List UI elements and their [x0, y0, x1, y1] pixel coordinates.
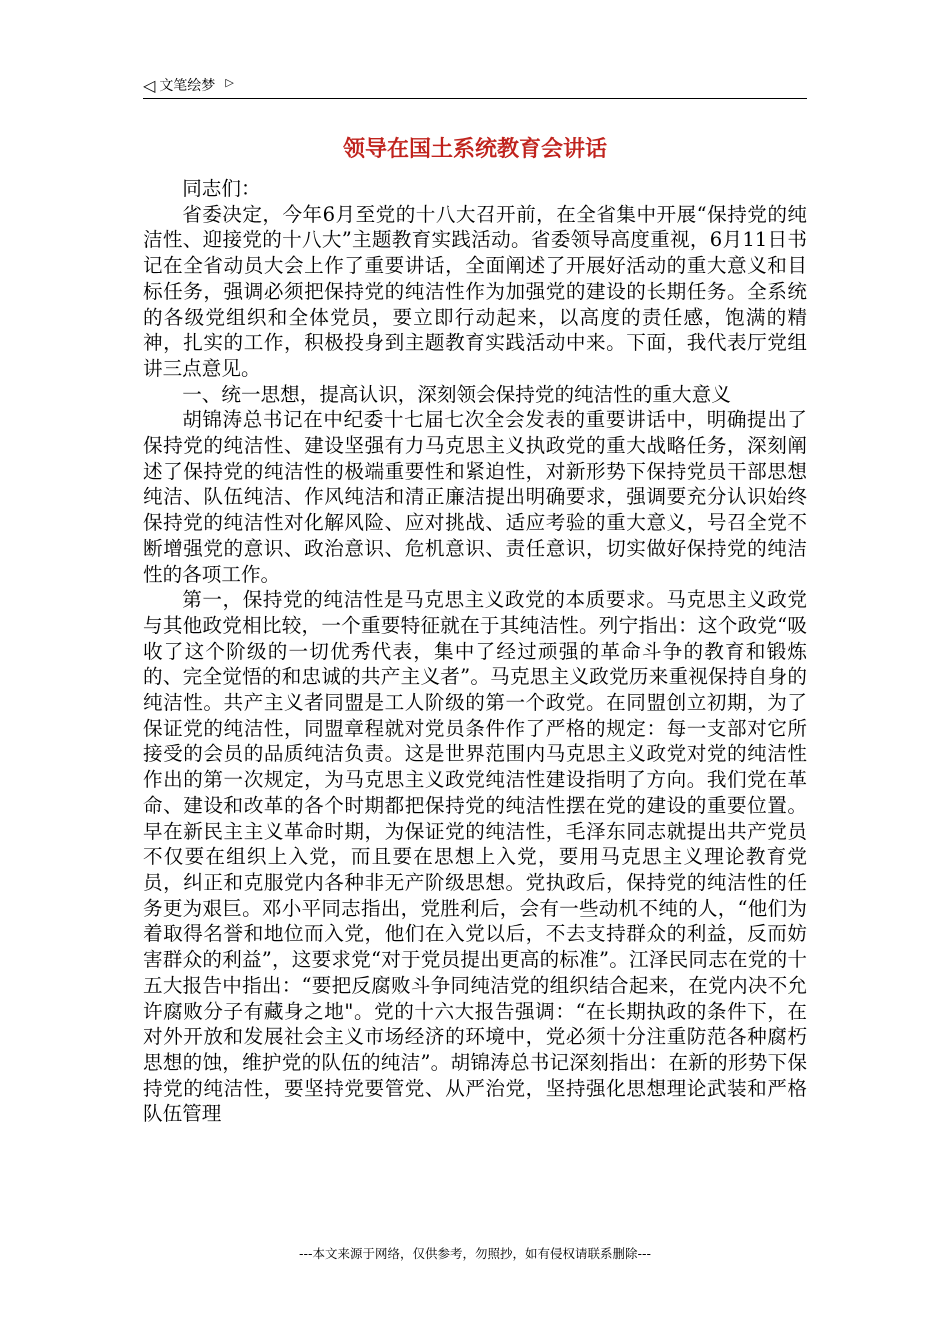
section-heading-1: 一、统一思想，提高认识，深刻领会保持党的纯洁性的重大意义 — [182, 382, 731, 406]
left-triangle-icon: ◁ — [143, 76, 156, 95]
right-triangle-icon: ▷ — [225, 76, 234, 89]
paragraph-salutation: 同志们： — [182, 177, 261, 200]
document-title: 领导在国土系统教育会讲话 — [342, 137, 607, 162]
header-text: 文笔绘梦 — [159, 78, 216, 94]
document-body — [143, 176, 807, 1127]
page-footer: ---本文来源于网络，仅供参考，勿照抄，如有侵权请联系删除--- — [298, 1246, 652, 1261]
page-header — [143, 74, 807, 98]
paragraph-body: 胡锦涛总书记在中纪委十七届七次全会发表的重要讲话中，明确提出了保持党的纯洁性、建设坚强有力马克思主义执政党的重大战略任务，深刻阐述了保持党的纯洁性的极端重要性和紧迫性，对新形势下保持党员干部思想纯洁、队伍纯洁、作风纯洁和清正廉洁提出明确要求，强调要充分认识始终保持党的纯洁性对化解风险、应对挑战、适应考验的重大意义，号召全党不断增强党的意识、政治意识、危机意识、责任意识，切实做好保持党的纯洁性的各项工作。 — [143, 408, 807, 586]
paragraph-intro: 省委决定，今年6月至党的十八大召开前，在全省集中开展“保持党的纯洁性、迎接党的十八大”主题教育实践活动。省委领导高度重视，6月11日书记在全省动员大会上作了重要讲话，全面阐述了开展好活动的重大意义和目标任务，强调必须把保持党的纯洁性作为加强党的建设的长期任务。全系统的各级党组织和全体党员，要立即行动起来，以高度的责任感，饱满的精神，扎实的工作，积极投身到主题教育实践活动中来。下面，我代表厅党组讲三点意见。 — [143, 202, 807, 380]
header-divider — [143, 98, 807, 99]
paragraph-body: 第一，保持党的纯洁性是马克思主义政党的本质要求。马克思主义政党与其他政党相比较，一个重要特征就在于其纯洁性。列宁指出：这个政党“吸收了这个阶级的一切优秀代表，集中了经过顽强的革命斗争的教育和锻炼的、完全觉悟的和忠诚的共产主义者”。马克思主义政党历来重视保持自身的纯洁性。共产主义者同盟是工人阶级的第一个政党。在同盟创立初期，为了保证党的纯洁性，同盟章程就对党员条件作了严格的规定：每一支部对它所接受的会员的品质纯洁负责。这是世界范围内马克思主义政党对党的纯洁性作出的第一次规定，为马克思主义政党纯洁性建设指明了方向。我们党在革命、建设和改革的各个时期都把保持党的纯洁性摆在党的建设的重要位置。早在新民主主义革命时期，为保证党的纯洁性，毛泽东同志就提出共产党员不仅要在组织上入党，而且要在思想上入党，要用马克思主义理论教育党员，纠正和克服党内各种非无产阶级思想。党执政后，保持党的纯洁性的任务更为艰巨。邓小平同志指出，党胜利后，会有一些动机不纯的人，“他们为着取得名誉和地位而入党，他们在入党以后，不去支持群众的利益，反而妨害群众的利益”，这要求党“对于党员提出更高的标准”。江泽民同志在党的十五大报告中指出：“要把反腐败斗争同纯洁党的组织结合起来，在党内决不允许腐败分子有藏身之地"。党的十六大报告强调：“在长期执政的条件下，在对外开放和发展社会主义市场经济的环境中，党必须十分注重防范各种腐朽思想的蚀，维护党的队伍的纯洁”。胡锦涛总书记深刻指出：在新的形势下保持党的纯洁性，要坚持党要管党、从严治党，坚持强化思想理论武装和严格队伍管理 — [143, 588, 807, 1126]
